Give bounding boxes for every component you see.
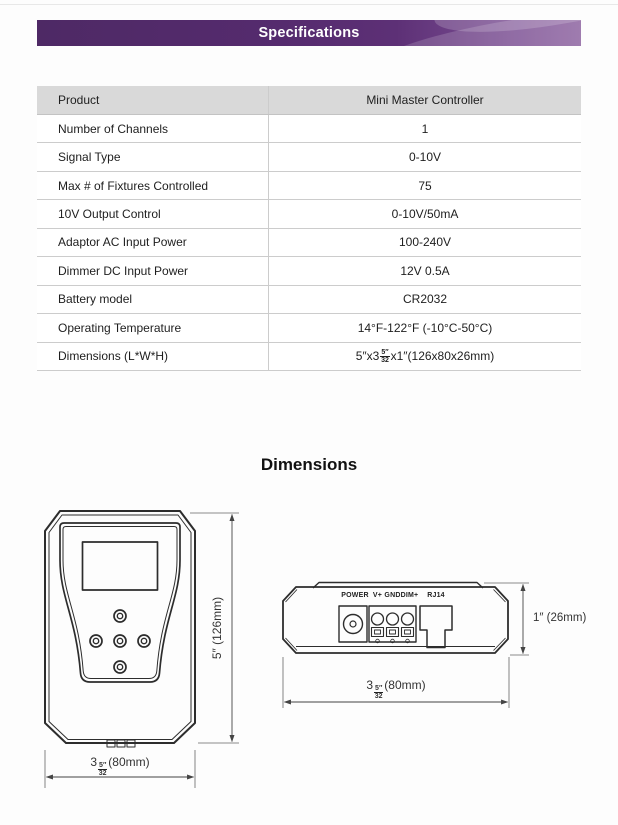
device-inner-outline [49,515,191,740]
power-port-label: POWER [341,592,369,599]
row-value: 100-240V [398,235,452,250]
dim-value-suffix: x1″(126x80x26mm) [390,349,495,364]
row-label: Adaptor AC Input Power [37,229,269,256]
front-view [40,505,250,805]
row-value: 0-10V/50mA [391,207,459,222]
dim-value-prefix: 5″x3 [355,349,380,364]
dimplus-port-label: DIM+ [400,592,419,599]
dimensions-value [269,343,581,370]
row-value: CR2032 [402,292,448,307]
row-label: Dimensions (L*W*H) [37,343,269,370]
row-label: Signal Type [37,143,269,170]
dimensions-heading: Dimensions [260,455,358,474]
table-row [37,229,581,257]
side-width-dimension: 3 $\frac{5''}{32}$ (80mm) [366,678,426,700]
table-row [37,257,581,285]
power-jack [339,606,367,642]
row-label: 10V Output Control [37,200,269,227]
side-height-dimension: 1″ (26mm) [533,612,587,624]
front-width-dimension: 3 $\frac{5''}{32}$ (80mm) [90,755,150,777]
front-height-dimension: 5″ (126mm) [210,596,224,660]
table-row [37,200,581,228]
specifications-banner [37,20,581,46]
header-product-value: Mini Master Controller [366,93,484,107]
rj14-port-label: RJ14 [427,592,445,599]
table-row-dimensions [37,343,581,371]
specifications-title: Specifications [258,25,360,41]
table-row [37,172,581,200]
terminal-block [369,606,416,643]
spec-table [37,86,581,371]
page-top-divider [0,4,618,5]
row-value: 12V 0.5A [400,263,450,278]
table-header-row [37,86,581,115]
device-outline [45,511,195,743]
row-value: 14°F-122°F (-10°C-50°C) [357,320,493,335]
header-product-label: Product [37,86,269,114]
row-label: Number of Channels [37,115,269,142]
side-view [275,575,618,720]
faceplate-inner-outline [63,527,177,679]
table-row [37,115,581,143]
table-row [37,314,581,342]
rj14-jack [420,606,452,648]
row-value: 75 [418,178,432,193]
row-label: Operating Temperature [37,314,269,341]
row-label: Max # of Fixtures Controlled [37,172,269,199]
row-label: Battery model [37,286,269,313]
vplus-port-label: V+ [372,592,383,599]
row-label: Dimmer DC Input Power [37,257,269,284]
gnd-port-label: GND [384,592,401,599]
table-row [37,286,581,314]
row-value: 1 [421,121,429,136]
front-width-fraction: $\frac{5''}{32}$ [98,762,107,777]
dim-fraction: $\frac{5''}{32}$ [381,348,389,364]
table-row [37,143,581,171]
row-value: 0-10V [408,150,442,165]
side-width-fraction: $\frac{5''}{32}$ [374,685,383,700]
faceplate-outline [60,523,180,682]
display-screen [83,542,158,590]
